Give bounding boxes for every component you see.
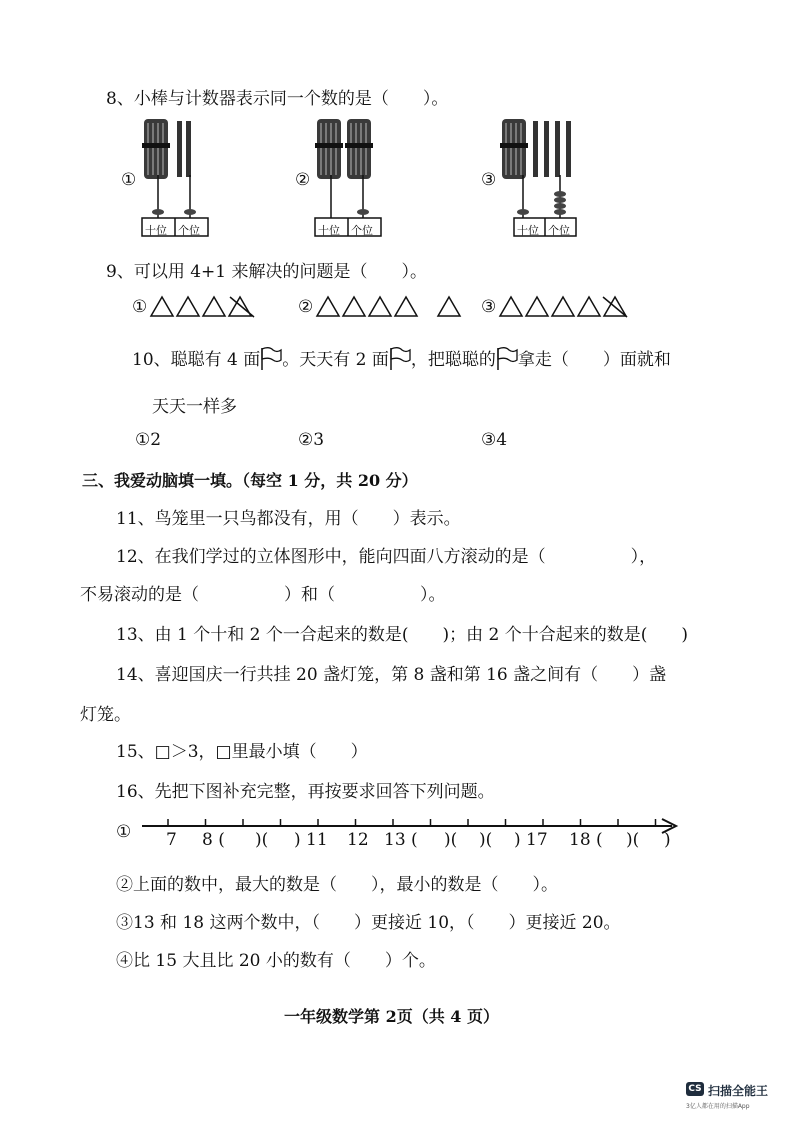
section3-heading: 三、我爱动脑填一填。（每空 1 分，共 20 分） (82, 471, 418, 490)
bead (357, 209, 369, 215)
numberline-marker: ① (116, 822, 132, 842)
q8-option-3-tens-label: 十位 (517, 224, 539, 237)
q10-option-1[interactable]: ①2 (135, 430, 162, 450)
q9-option-3-marker: ③ (481, 297, 497, 317)
q12-line1: 12、在我们学过的立体图形中，能向四面八方滚动的是（ ）， (116, 547, 657, 567)
q10-part2: 。天天有 2 面 (282, 350, 389, 370)
numberline-label: 13 ( (384, 830, 418, 850)
q9-option-2-triangles (316, 295, 486, 319)
flag-icon (389, 347, 411, 371)
q16-sub4: ④比 15 大且比 20 小的数有（ ）个。 (116, 951, 436, 971)
q11: 11、鸟笼里一只鸟都没有，用（ ）表示。 (116, 509, 461, 529)
flag-icon (260, 347, 282, 371)
single-stick (177, 121, 182, 177)
q14-line2: 灯笼。 (80, 705, 131, 725)
page-footer: 一年级数学第 2页（共 4 页） (284, 1007, 499, 1026)
bead (554, 191, 566, 197)
q10-line2: 天天一样多 (152, 397, 237, 417)
numberline-label: ) 11 (294, 830, 328, 850)
q9-option-1-triangles (150, 295, 270, 319)
q14-line1: 14、喜迎国庆一行共挂 20 盏灯笼，第 8 盏和第 16 盏之间有（ ）盏 (116, 665, 667, 685)
watermark-name: 扫描全能王 (708, 1084, 769, 1098)
q9-stem: 9、可以用 4+1 来解决的问题是（ ）。 (106, 262, 427, 282)
q8-option-2-marker: ② (295, 170, 311, 190)
q12-line2: 不易滚动的是（ ）和（ ）。 (80, 585, 446, 605)
numberline-label: )( (255, 830, 269, 850)
q15: 15、□＞3，□里最小填（ ） (116, 742, 368, 762)
q8-option-1-marker: ① (121, 170, 137, 190)
numberline-label: 7 (166, 830, 177, 850)
q9-option-2-marker: ② (298, 297, 314, 317)
flag-icon (496, 347, 518, 371)
q16-stem: 16、先把下图补充完整，再按要求回答下列问题。 (116, 782, 495, 802)
single-stick (186, 121, 191, 177)
q10-part1: 10、聪聪有 4 面 (132, 350, 261, 370)
q16-sub3: ③13 和 18 这两个数中，（ ）更接近 10，（ ）更接近 20。 (116, 913, 621, 933)
q8-stem: 8、小棒与计数器表示同一个数的是（ ）。 (106, 89, 449, 109)
q8-option-1-ones-label: 个位 (178, 224, 200, 237)
numberline-label: )( (626, 830, 640, 850)
watermark-subtitle: 3亿人都在用的扫描App (686, 1103, 750, 1110)
cs-logo-icon: CS (686, 1082, 704, 1096)
numberline-label: )( (444, 830, 458, 850)
numberline-label: ) 17 (514, 830, 548, 850)
numberline-label: 18 ( (569, 830, 603, 850)
q10-part3: ，把聪聪的 (410, 350, 496, 370)
q8-option-3-ones-label: 个位 (548, 224, 570, 237)
q10-option-3[interactable]: ③4 (481, 430, 508, 450)
q9-option-1-marker: ① (132, 297, 148, 317)
q16-sub2: ②上面的数中，最大的数是（ ），最小的数是（ ）。 (116, 875, 558, 895)
q8-option-3-marker: ③ (481, 170, 497, 190)
numberline-label: 12 (347, 830, 369, 850)
q8-option-2-ones-label: 个位 (351, 224, 373, 237)
q8-option-3-figure (498, 115, 588, 240)
bead (554, 203, 566, 209)
bead (517, 209, 529, 215)
bead (554, 197, 566, 203)
q8-option-1-tens-label: 十位 (145, 224, 167, 237)
numberline-label: 8 ( (202, 830, 225, 850)
bead (184, 209, 196, 215)
q13: 13、由 1 个十和 2 个一合起来的数是( )；由 2 个十合起来的数是( ) (116, 625, 689, 645)
q10-option-2[interactable]: ②3 (298, 430, 325, 450)
q9-option-3-triangles (499, 295, 639, 319)
numberline-label: )( (479, 830, 493, 850)
q10-part4: 拿走（ ）面就和 (517, 350, 671, 370)
bead (152, 209, 164, 215)
bead (554, 209, 566, 215)
q10-line1 (132, 345, 671, 371)
q8-option-2-tens-label: 十位 (318, 224, 340, 237)
numberline-label: ) (664, 830, 671, 850)
